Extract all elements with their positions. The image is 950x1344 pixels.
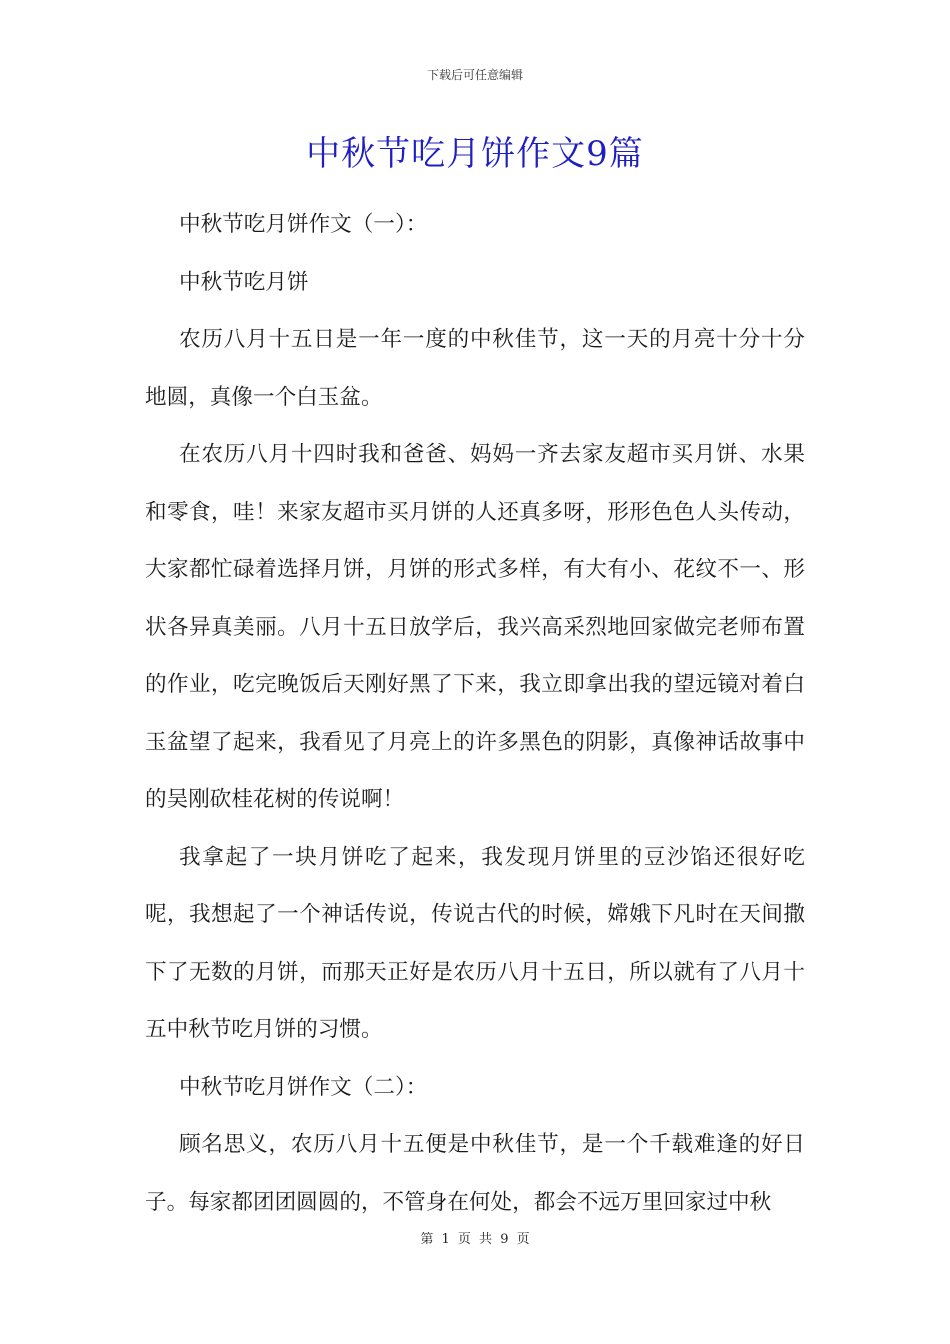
section-heading-1: 中秋节吃月饼作文（一）：	[179, 212, 428, 237]
body-paragraph: 顾名思义，农历八月十五便是中秋佳节，是一个千载难逢的好日子。每家都团团圆圆的，不管身在何处，都会不远万里回家过中秋	[145, 1132, 805, 1215]
section-heading-2: 中秋节吃月饼作文（二）：	[179, 1074, 428, 1100]
document-title: 中秋节吃月饼作文9篇	[306, 134, 644, 174]
body-paragraph: 我拿起了一块月饼吃了起来，我发现月饼里的豆沙馅还很好吃呢，我想起了一个神话传说，传说古代的时候，嫦娥下凡时在天间撒下了无数的月饼，而那天正好是农历八月十五日，所以就有了八月十五中秋节吃月饼的习惯。	[145, 844, 805, 1042]
header-note: 下载后可任意编辑	[426, 68, 523, 82]
page-footer: 第 1 页 共 9 页	[420, 1232, 530, 1247]
body-paragraph: 在农历八月十四时我和爸爸、妈妈一齐去家友超市买月饼、水果和零食，哇！来家友超市买月饼的人还真多呀，形形色色人头传动，大家都忙碌着选择月饼，月饼的形式多样，有大有小、花纹不一、形状各异真美丽。八月十五日放学后，我兴高采烈地回家做完老师布置的作业，吃完晚饭后天刚好黑了下来，我立即拿出我的望远镜对着白玉盆望了起来，我看见了月亮上的许多黑色的阴影，真像神话故事中的吴刚砍桂花树的传说啊！	[145, 442, 805, 812]
document-body	[145, 196, 805, 1231]
body-paragraph: 农历八月十五日是一年一度的中秋佳节，这一天的月亮十分十分地圆，真像一个白玉盆。	[145, 327, 805, 410]
essay-subtitle: 中秋节吃月饼	[179, 269, 309, 295]
